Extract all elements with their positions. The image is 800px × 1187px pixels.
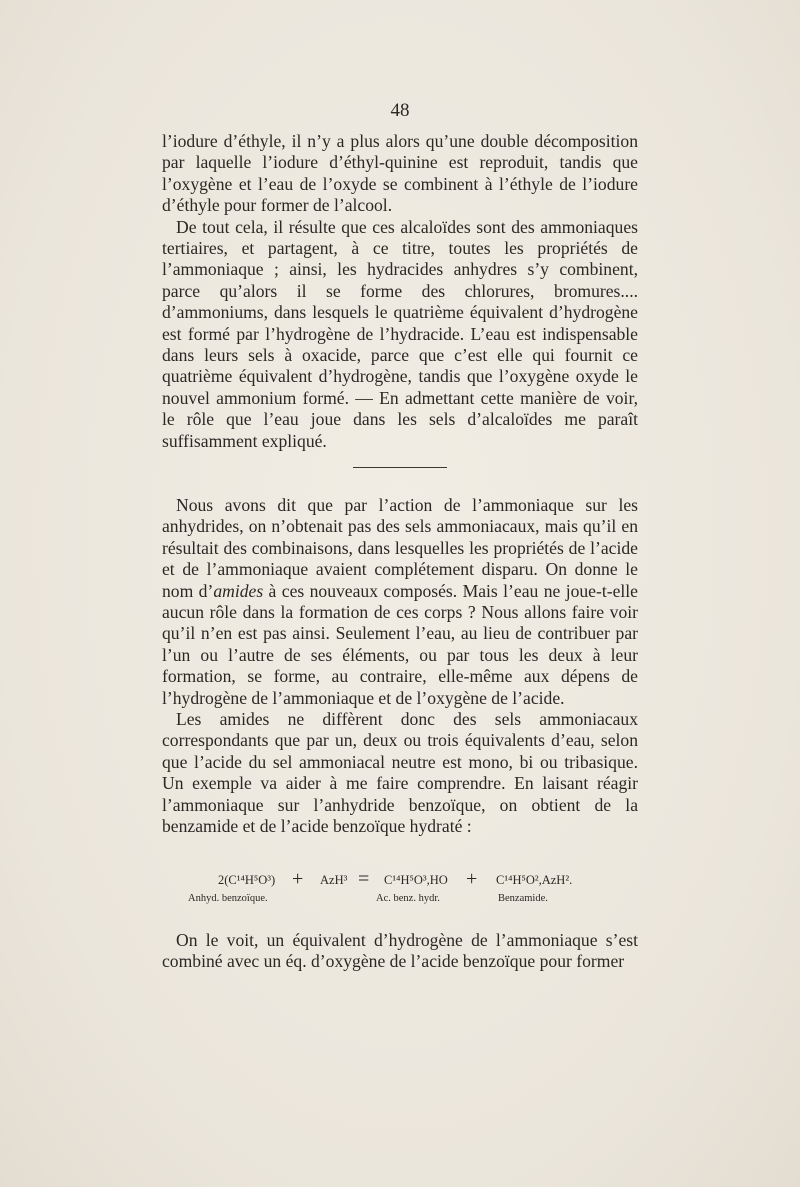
equation-term-benzamide: C¹⁴H⁵O²,AzH². <box>496 873 573 887</box>
paragraph-conclusion: On le voit, un équivalent d’hydrogène de l’ammoniaque s’est combiné avec un éq. d’oxygène de l’acide benzoïque pour former <box>162 930 638 972</box>
equation-plus-sign: + <box>292 868 304 890</box>
equation-term-ammonia: AzH³ <box>320 873 348 887</box>
paragraph-amides <box>162 495 638 709</box>
text-block-amides <box>162 495 638 838</box>
paragraph-iodure: l’iodure d’éthyle, il n’y a plus alors qu’une double décomposition par laquelle l’iodure d’éthyl-quinine est reproduit, tandis que l’oxygène et l’eau de l’oxyde se combinent à l’éthyle de l’iodure d’éthyle pour former de l’alcool. <box>162 131 638 216</box>
page-number: 48 <box>390 100 410 121</box>
paragraph-alcaloides: De tout cela, il résulte que ces alcaloïdes sont des ammoniaques tertiaires, et partagent, à ce titre, toutes les propriétés de l’ammoniaque ; ainsi, les hydracides anhydres s’y combinent, parce qu’alors il se forme des chlorures, bromures.... d’ammoniums, dans lesquels le quatrième équivalent d’hydrogène est formé par l’hydrogène de l’hydracide. L’eau est indispensable dans leurs sels à oxacide, parce que c’est elle qui fournit ce quatrième équivalent d’hydrogène, tandis que l’oxygène oxyde le nouvel ammonium formé. — En admettant cette manière de voir, le rôle que l’eau joue dans les sels d’alcaloïdes me paraît suffisamment expliqué. <box>162 216 638 451</box>
caption-anhydride: Anhyd. benzoïque. <box>188 893 268 904</box>
amides-italic-term: amides <box>213 580 264 601</box>
amides-text-after: à ces nouveaux composés. Mais l’eau ne joue-t-elle aucun rôle dans la formation de ces corps ? Nous allons faire voir qu’il n’en est pas ainsi. Seulement l’eau, au lieu de contribuer par l’un ou l’autre de ses éléments, ou par tous les deux à leur formation, se forme, au contraire, elle-même aux dépens de l’hydrogène de l’ammoniaque et de l’oxygène de l’acide. <box>162 580 638 708</box>
caption-acid: Ac. benz. hydr. <box>376 893 440 904</box>
caption-benzamide: Benzamide. <box>498 893 548 904</box>
section-divider <box>353 467 447 468</box>
equation-term-anhydride: 2(C¹⁴H⁵O³) <box>218 873 276 887</box>
equation-equals-sign: = <box>358 868 370 890</box>
paragraph-amides-differ: Les amides ne diffèrent donc des sels ammoniacaux correspondants que par un, deux ou trois équivalents d’eau, selon que l’acide du sel ammoniacal neutre est mono, bi ou tribasique. Un exemple va aider à me faire comprendre. En laisant réagir l’ammoniaque sur l’anhydride benzoïque, on obtient de la benzamide et de l’acide benzoïque hydraté : <box>162 709 638 837</box>
equation-term-acid: C¹⁴H⁵O³,HO <box>384 873 448 887</box>
equation-plus-sign: + <box>466 868 478 890</box>
text-block-bottom <box>162 930 638 973</box>
text-block-top <box>162 131 638 452</box>
chemical-equation <box>160 868 640 913</box>
amides-text-before: Nous avons dit que par l’action de l’ammoniaque sur les anhydrides, on n’obtenait pas des sels ammoniacaux, mais qu’il en résultait des combinaisons, dans lesquelles les propriétés de l’acide et de l’ammoniaque avaient complétement disparu. On donne le nom d’ <box>162 495 638 601</box>
